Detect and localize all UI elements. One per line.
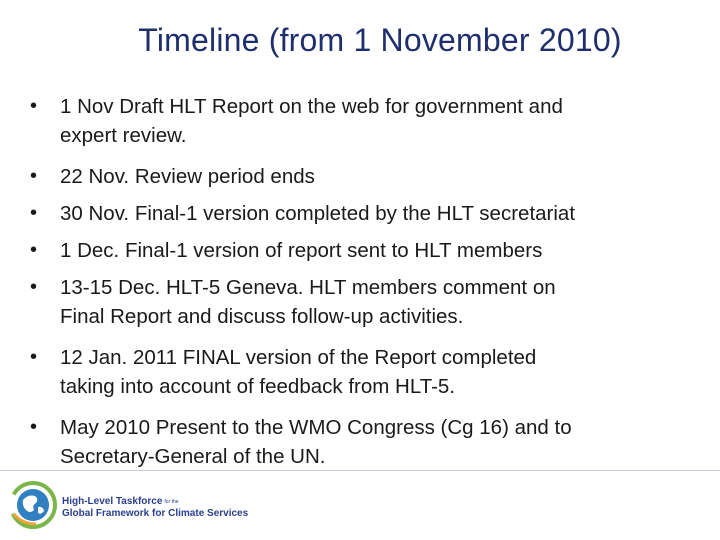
slide-title: Timeline (from 1 November 2010) — [138, 22, 622, 58]
logo-line1-text: High-Level Taskforce — [62, 496, 163, 507]
bullet-text-line: 12 Jan. 2011 FINAL version of the Report completed — [60, 346, 537, 369]
bullet-item — [30, 199, 710, 228]
bullet-dot: • — [30, 346, 38, 368]
bullet-dot: • — [30, 416, 38, 438]
bullet-list — [30, 92, 710, 471]
bullet-item — [30, 413, 710, 471]
bullet-text-line: 22 Nov. Review period ends — [60, 165, 315, 188]
footer-divider — [0, 470, 720, 471]
bullet-text-line: 13-15 Dec. HLT-5 Geneva. HLT members comment on — [60, 276, 556, 299]
bullet-dot: • — [30, 239, 38, 261]
bullet-text-line: taking into account of feedback from HLT-5. — [60, 375, 456, 398]
bullet-item — [30, 343, 710, 401]
bullet-dot: • — [30, 165, 38, 187]
bullet-text-line: May 2010 Present to the WMO Congress (Cg 16) and to — [60, 416, 572, 439]
bullet-text-line: 1 Nov Draft HLT Report on the web for government and — [60, 95, 563, 118]
bullet-item — [30, 273, 710, 331]
bullet-text-line: 1 Dec. Final-1 version of report sent to HLT members — [60, 239, 543, 262]
logo-text — [62, 496, 248, 520]
bullet-item — [30, 236, 710, 265]
bullet-item — [30, 162, 710, 191]
bullet-dot: • — [30, 202, 38, 224]
bullet-text-line: Secretary-General of the UN. — [60, 445, 326, 468]
footer-logo — [8, 480, 268, 530]
bullet-text-line: expert review. — [60, 124, 187, 147]
bullet-item — [30, 92, 710, 150]
bullet-text-line: 30 Nov. Final-1 version completed by the HLT secretariat — [60, 202, 576, 225]
bullet-text-line: Final Report and discuss follow-up activities. — [60, 305, 464, 328]
bullet-dot: • — [30, 276, 38, 298]
logo-line1-small: for the — [164, 499, 179, 505]
logo-line2: Global Framework for Climate Services — [62, 508, 249, 519]
globe-logo-icon — [8, 480, 58, 530]
bullet-dot: • — [30, 95, 38, 117]
logo-line1 — [62, 496, 248, 508]
